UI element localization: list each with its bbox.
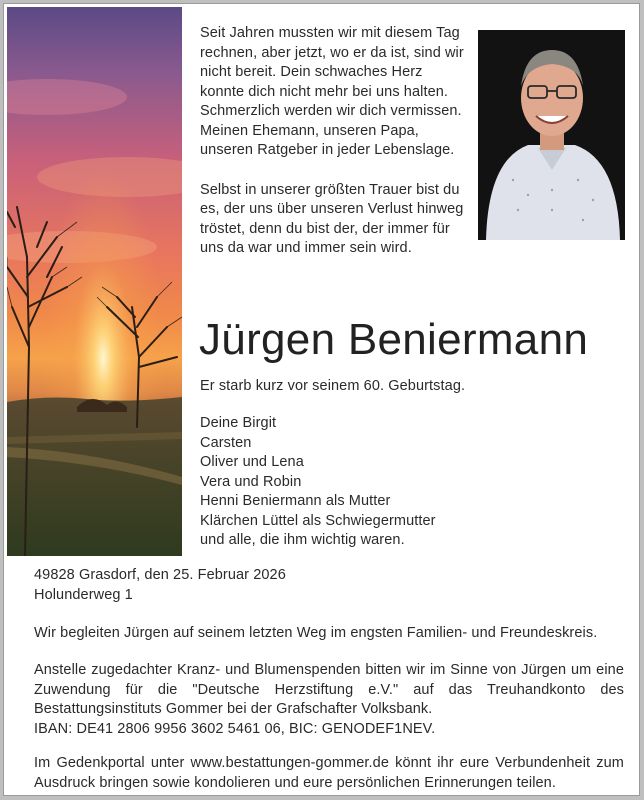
death-note: Er starb kurz vor seinem 60. Geburtstag. [200, 378, 466, 394]
family-member: Vera und Robin [200, 473, 302, 490]
family-member: Deine Birgit [200, 415, 277, 431]
farewell-notice: Wir begleiten Jürgen auf seinem letzten Weg im engsten Familien- und Freundeskreis. [34, 625, 598, 641]
family-member: Carsten [200, 434, 252, 451]
family-member: und alle, die ihm wichtig waren. [200, 532, 405, 548]
poem-stanza-1: Seit Jahren mussten wir mit diesem Tag rechnen, aber jetzt, wo er da ist, sind wir nicht bereit. Dein schwaches Herz konnte dich nicht mehr bei uns halten. Schmerzlich werden wir dich vermissen. Meinen Ehemann, unseren Papa, unseren Ratgeber in jeder Lebenslage. [200, 25, 464, 158]
donation-notice [34, 661, 624, 739]
poem-text [200, 24, 470, 259]
sunset-landscape-photo [7, 7, 182, 556]
donation-text: Anstelle zugedachter Kranz- und Blumenspenden bitten wir im Sinne von Jürgen um eine Zuwendung für die "Deutsche Herzstiftung e.V." auf das Treuhandkonto des Bestattungsinstituts Gommer bei der Grafschafter Volksbank. [34, 662, 624, 717]
obituary-notice [3, 3, 640, 796]
address-block [34, 566, 624, 605]
family-member: Oliver und Lena [200, 454, 304, 470]
memorial-portal-notice: Im Gedenkportal unter www.bestattungen-gommer.de könnt ihr eure Verbundenheit zum Ausdruck bringen sowie kondolieren und eure persönlichen Erinnerungen teilen. [34, 755, 624, 791]
street-address: Holunderweg 1 [34, 586, 133, 603]
deceased-name: Jürgen Beniermann [199, 315, 589, 364]
family-member: Henni Beniermann als Mutter [200, 493, 391, 509]
family-list [200, 414, 620, 551]
family-member: Klärchen Lüttel als Schwiegermutter [200, 512, 436, 529]
bank-details: IBAN: DE41 2806 9956 3602 5461 06, BIC: GENODEF1NEV. [34, 720, 436, 737]
portrait-photo [478, 30, 625, 240]
poem-stanza-2: Selbst in unserer größten Trauer bist du es, der uns über unseren Verlust hinweg tröstet, denn du bist der, der immer für uns da war und immer sein wird. [200, 181, 464, 256]
place-date: 49828 Grasdorf, den 25. Februar 2026 [34, 567, 286, 583]
